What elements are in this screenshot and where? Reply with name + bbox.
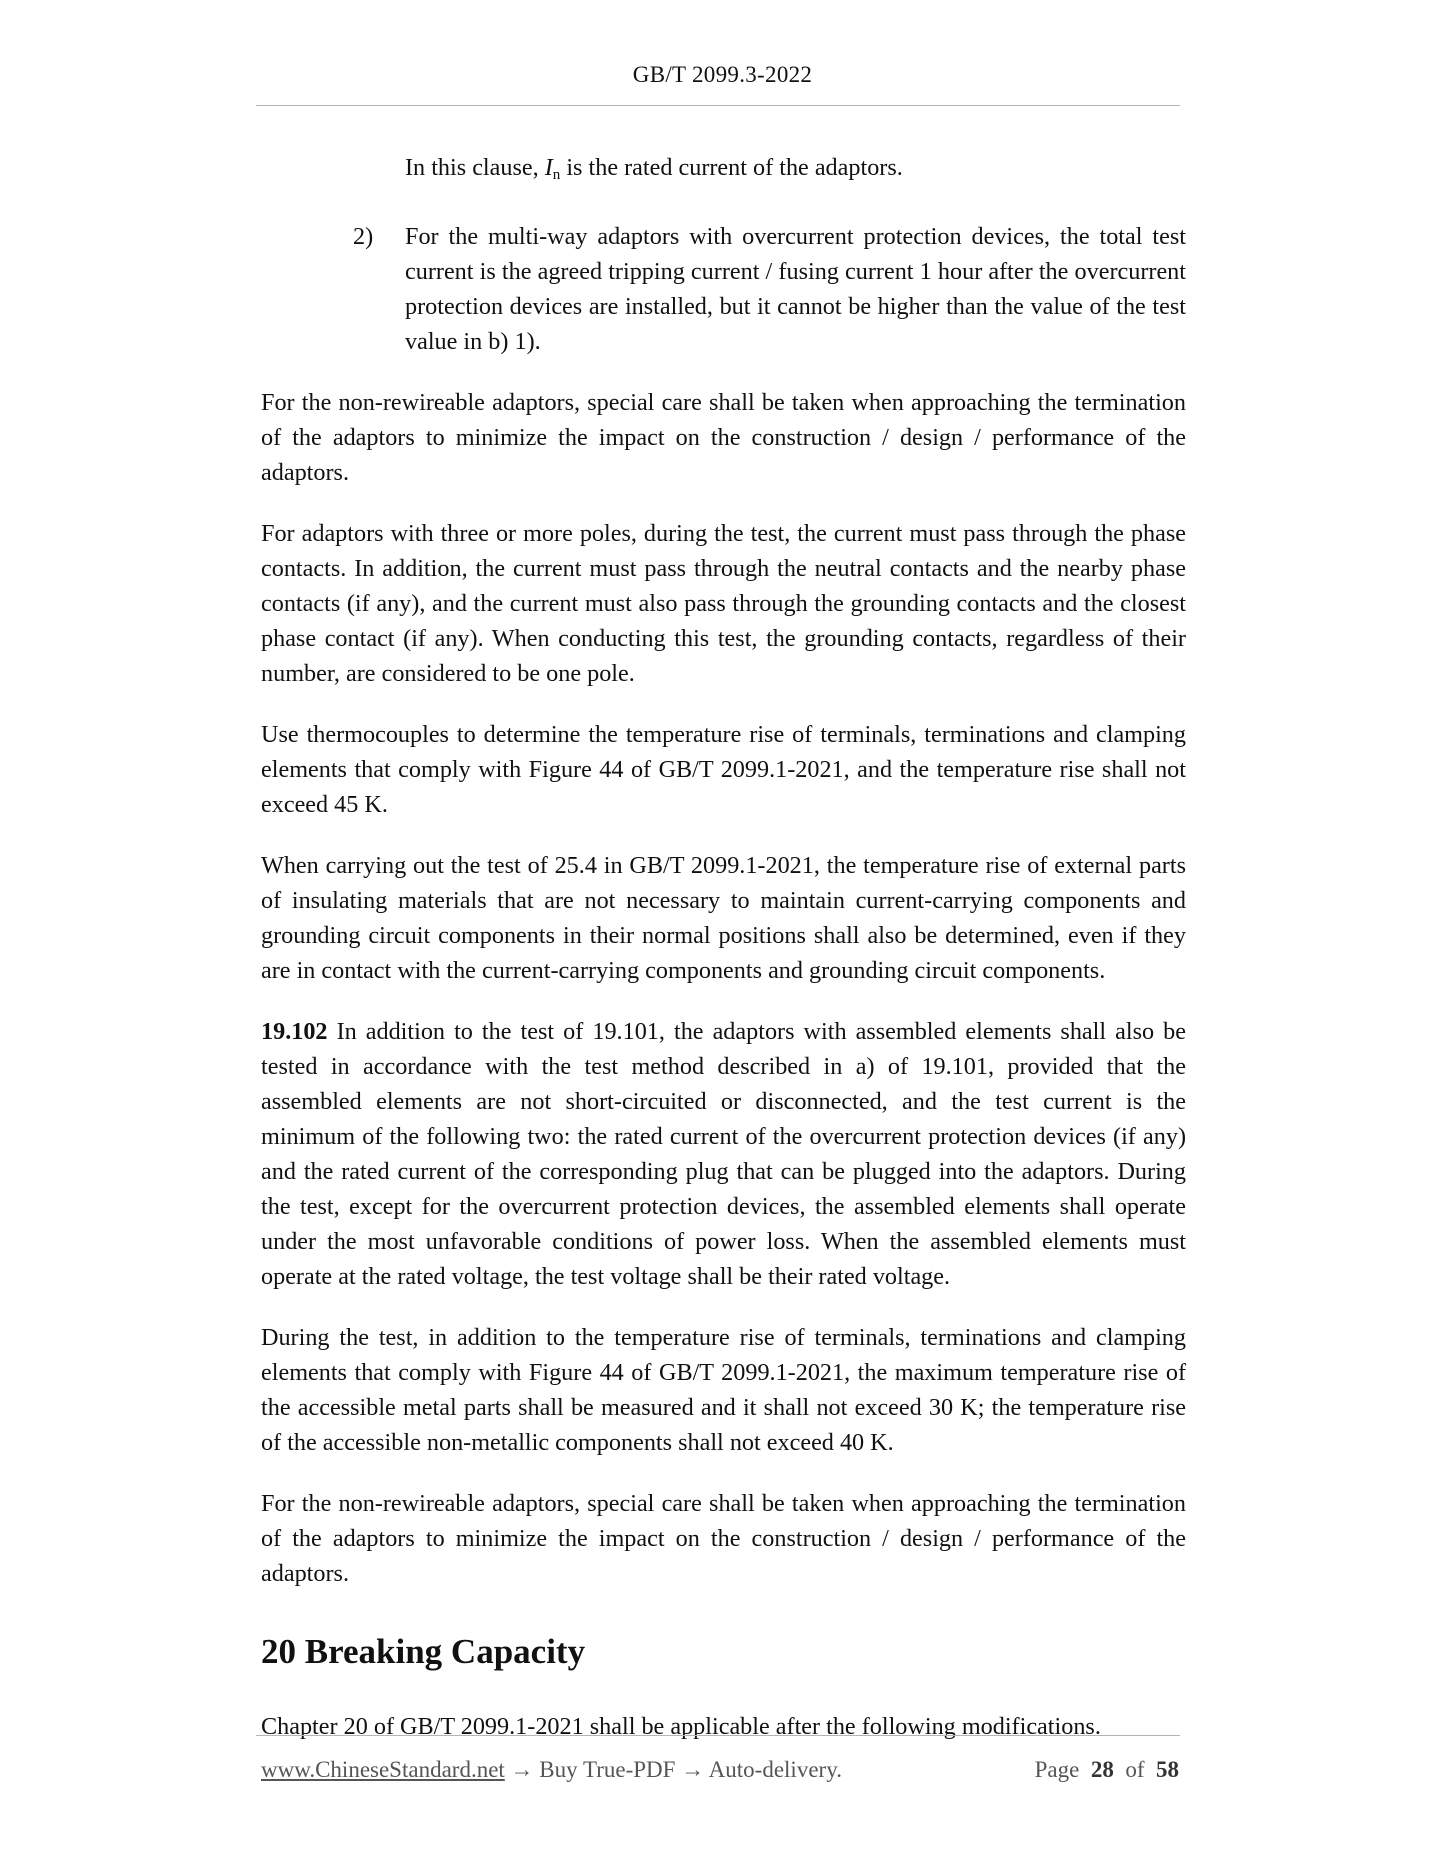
- clause-number: 19.102: [261, 1018, 328, 1045]
- paragraph-non-rewireable-1: For the non-rewireable adaptors, special care shall be taken when approaching the termination of the adaptors to minimize the impact on the construction / design / performance of the adaptors.: [261, 389, 1186, 486]
- clause-note-tail: is the rated current of the adaptors.: [560, 154, 903, 181]
- paragraph-during-test: During the test, in addition to the temperature rise of terminals, terminations and clamping elements that comply with Figure 44 of GB/T 2099.1-2021, the maximum temperature rise of the accessible metal parts shall be measured and it shall not exceed 30 K; the temperature rise of the accessible non-metallic components shall not exceed 40 K.: [261, 1324, 1186, 1456]
- rated-current-subscript: n: [552, 167, 561, 183]
- list-item-number: 2): [353, 223, 374, 250]
- paragraph-three-poles: For adaptors with three or more poles, during the test, the current must pass through the phase contacts. In addition, the current must pass through the neutral contacts and the nearby phase contacts (if any), and the current must also pass through the grounding contacts and the closest phase contact (if any). When conducting this test, the grounding contacts, regardless of their number, are considered to be one pole.: [261, 520, 1186, 687]
- clause-text: In addition to the test of 19.101, the adaptors with assembled elements shall also be tested in accordance with the test method described in a) of 19.101, provided that the assembled elements are not short-circuited or disconnected, and the test current is the minimum of the following two: the rated current of the overcurrent protection devices (if any) and the rated current of the corresponding plug that can be plugged into the adaptors. During the test, except for the overcurrent protection devices, the assembled elements shall operate under the most unfavorable conditions of power loss. When the assembled elements must operate at the rated voltage, the test voltage shall be their rated voltage.: [261, 1018, 1186, 1290]
- arrow-right-icon: →: [504, 1757, 540, 1782]
- clause-note-paragraph: [405, 150, 1186, 193]
- total-pages: 58: [1156, 1757, 1179, 1782]
- footer-promo: [261, 1757, 842, 1783]
- buy-pdf-text: Buy True-PDF: [539, 1757, 676, 1782]
- clause-19-102-paragraph: [261, 1014, 1186, 1294]
- paragraph-test-25-4: When carrying out the test of 25.4 in GB/T 2099.1-2021, the temperature rise of external parts of insulating materials that are not necessary to maintain current-carrying components and grounding circuit components in their normal positions shall also be determined, even if they are in contact with the current-carrying components and grounding circuit components.: [261, 852, 1186, 984]
- auto-delivery-text: Auto-delivery.: [708, 1757, 842, 1782]
- header-divider: [256, 105, 1180, 106]
- paragraph-thermocouples: Use thermocouples to determine the temperature rise of terminals, terminations and clamping elements that comply with Figure 44 of GB/T 2099.1-2021, and the temperature rise shall not exceed 45 K.: [261, 721, 1186, 818]
- website-link[interactable]: www.ChineseStandard.net: [261, 1757, 505, 1782]
- document-body: [261, 150, 1186, 1770]
- page-label: Page: [1034, 1757, 1080, 1782]
- of-label: of: [1125, 1757, 1145, 1782]
- arrow-right-icon: →: [675, 1757, 709, 1782]
- clause-note-lead: In this clause,: [405, 154, 545, 181]
- rated-current-symbol: I: [544, 154, 553, 181]
- paragraph-chapter-20: Chapter 20 of GB/T 2099.1-2021 shall be applicable after the following modifications.: [261, 1713, 1101, 1740]
- paragraph-non-rewireable-2: For the non-rewireable adaptors, special care shall be taken when approaching the termination of the adaptors to minimize the impact on the construction / design / performance of the adaptors.: [261, 1490, 1186, 1587]
- running-header: GB/T 2099.3-2022: [632, 62, 813, 87]
- list-item-2: [261, 219, 1186, 359]
- page-indicator: [1035, 1757, 1179, 1783]
- list-item-text: For the multi-way adaptors with overcurrent protection devices, the total test current is the agreed tripping current / fusing current 1 hour after the overcurrent protection devices are installed, but it cannot be higher than the value of the test value in b) 1).: [405, 223, 1186, 355]
- section-heading: 20 Breaking Capacity: [261, 1632, 586, 1671]
- footer-divider: [256, 1735, 1180, 1736]
- page-number: 28: [1090, 1757, 1114, 1782]
